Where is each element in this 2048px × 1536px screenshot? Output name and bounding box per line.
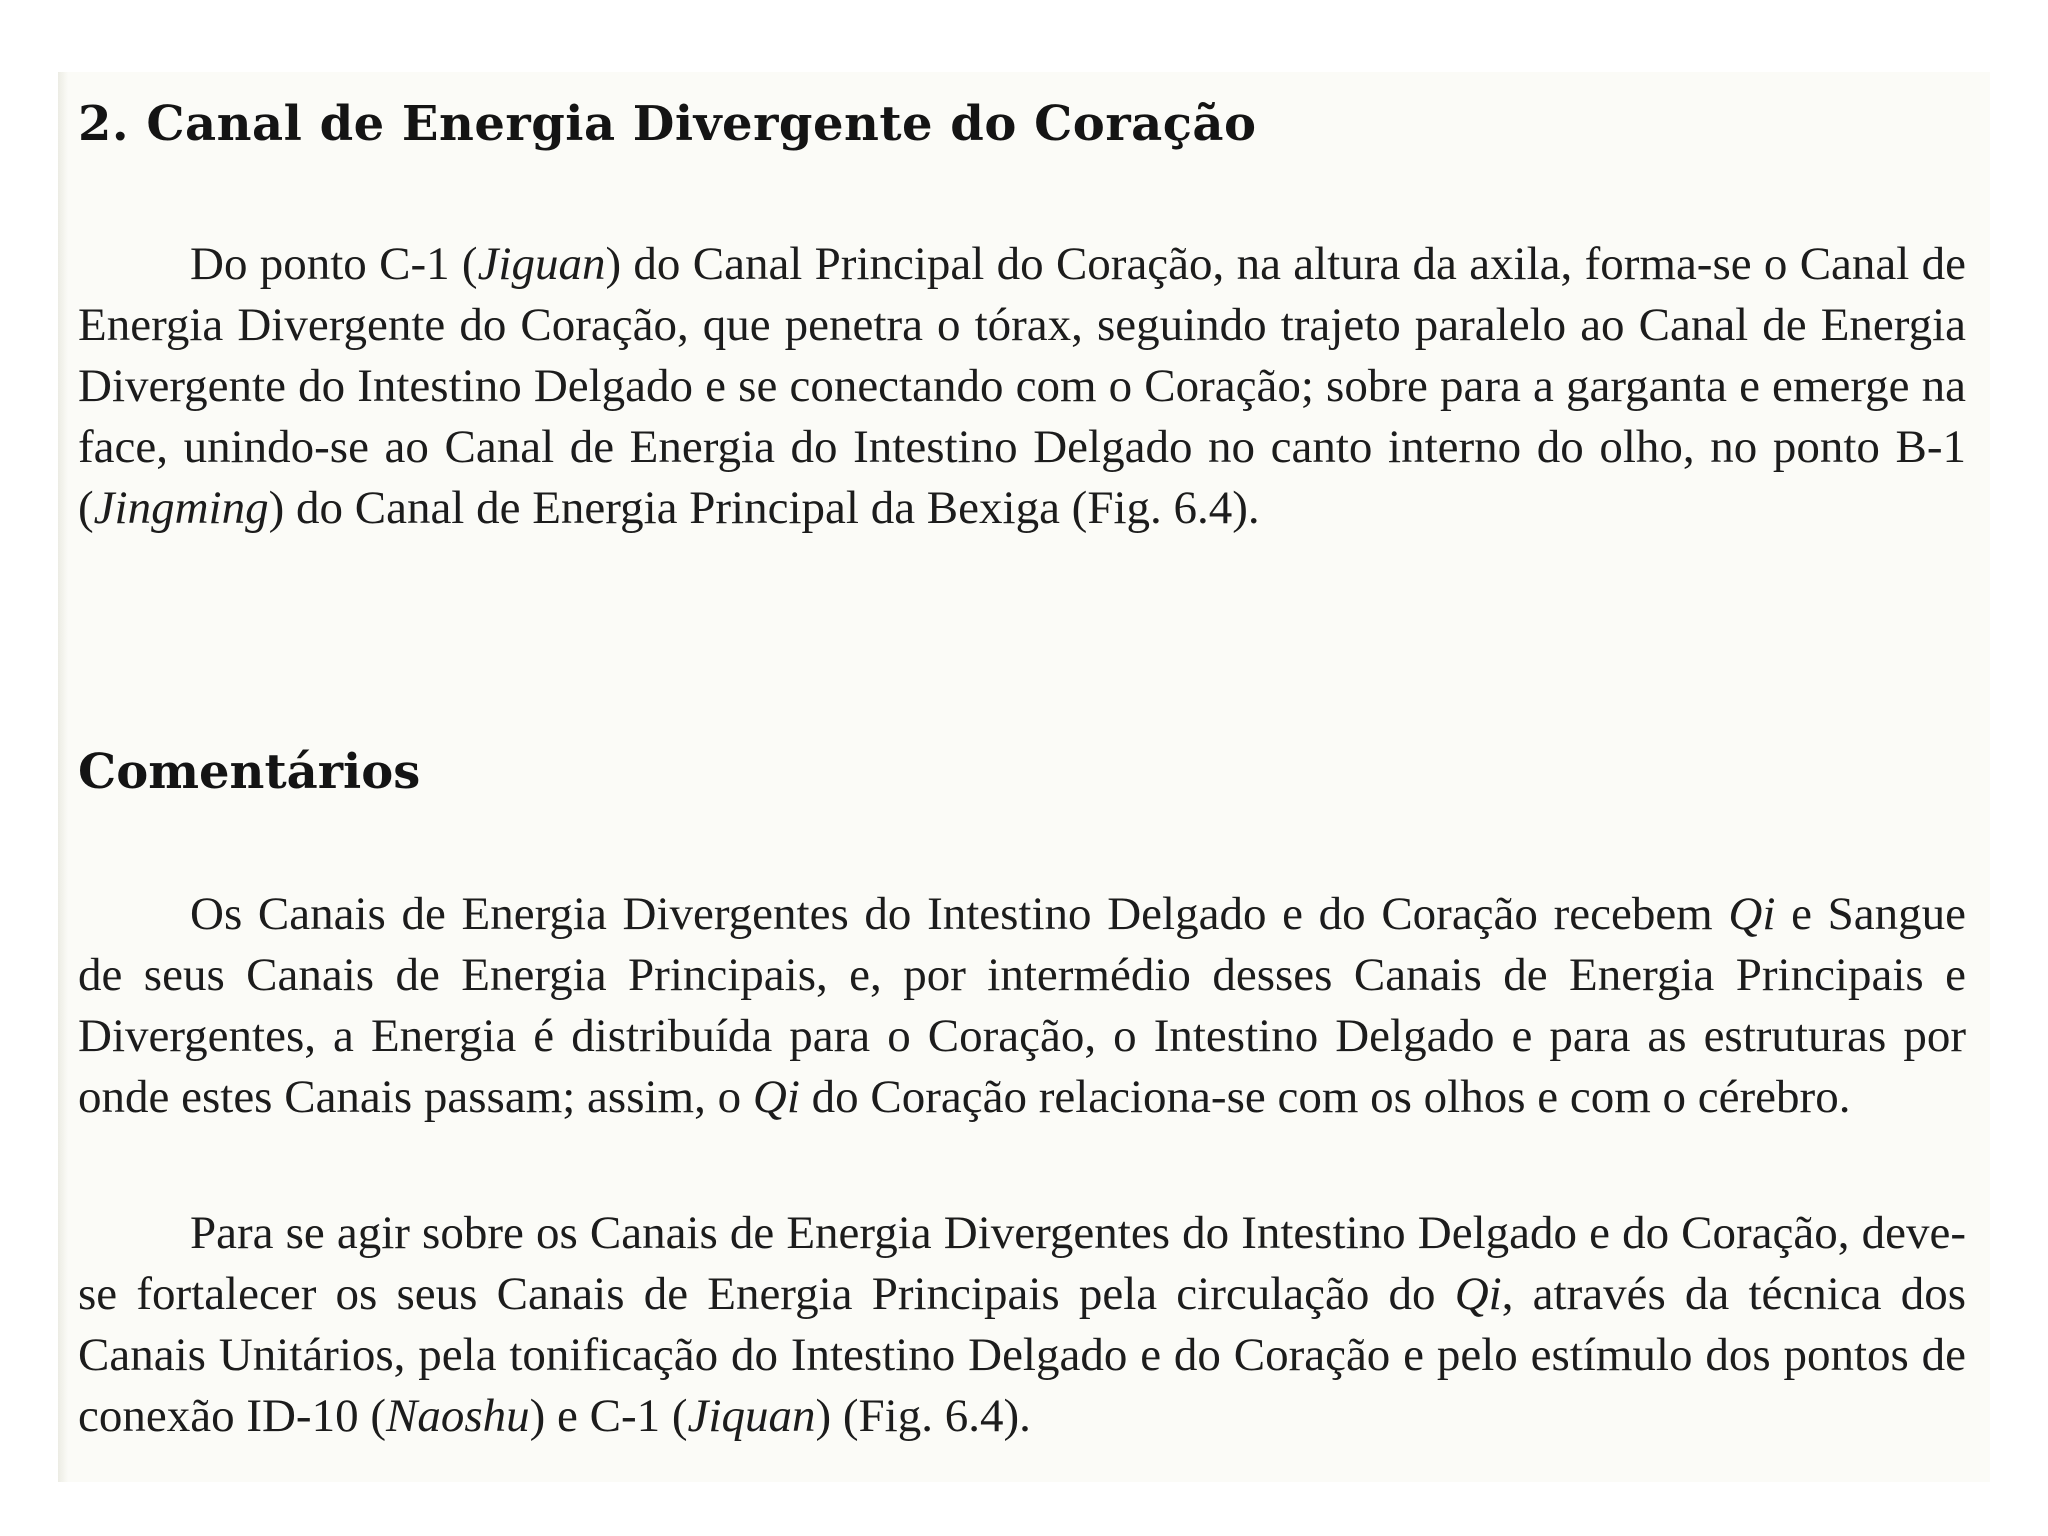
italic-term: Jiguan <box>477 238 606 290</box>
section-heading-comentarios: Comentários <box>78 744 421 800</box>
text-run: , através da técnica dos Canais Unitários, pela tonificação do Intestino Delgado e do Coração e pelo estímulo dos pontos de conexão ID-10 ( <box>78 1268 1966 1442</box>
page-edge-shadow <box>58 72 68 1482</box>
italic-term: Jingming <box>93 482 269 534</box>
italic-term: Qi <box>1728 888 1776 940</box>
text-run: ) e C-1 ( <box>529 1390 688 1442</box>
text-run: Os Canais de Energia Divergentes do Intestino Delgado e do Coração recebem <box>190 888 1729 940</box>
paragraph-text <box>78 884 1966 1128</box>
paragraph-canal-description <box>78 234 1966 539</box>
text-run: do Coração relaciona-se com os olhos e com o cérebro. <box>799 1071 1851 1123</box>
paragraph-text <box>78 234 1966 539</box>
italic-term: Qi <box>752 1071 800 1123</box>
text-run: Do ponto C-1 ( <box>190 238 478 290</box>
text-run: Para se agir sobre os Canais de Energia Divergentes do Intestino Delgado e do Coração, deve-se fortalecer os seus Canais de Energia Principais pela circulação do <box>78 1207 1966 1320</box>
paragraph-text <box>78 1203 1966 1447</box>
paragraph-comentarios-1 <box>78 884 1966 1128</box>
paragraph-comentarios-2 <box>78 1203 1966 1447</box>
text-run: ) do Canal Principal do Coração, na altura da axila, forma-se o Canal de Energia Divergente do Coração, que penetra o tórax, seguindo trajeto paralelo ao Canal de Energia Divergente do Intestino Delgado e se conectando com o Coração; sobre para a garganta e emerge na face, unindo-se ao Canal de Energia do Intestino Delgado no canto interno do olho, no ponto B-1 ( <box>78 238 1966 534</box>
section-heading-canal-divergente-coracao: 2. Canal de Energia Divergente do Coração <box>78 96 1257 152</box>
italic-term: Qi <box>1454 1268 1502 1320</box>
italic-term: Jiquan <box>687 1390 816 1442</box>
italic-term: Naoshu <box>385 1390 530 1442</box>
text-run: e Sangue de seus Canais de Energia Principais, e, por intermédio desses Canais de Energia Principais e Divergentes, a Energia é distribuída para o Coração, o Intestino Delgado e para as estruturas por onde estes Canais passam; assim, o <box>78 888 1966 1123</box>
text-run: ) do Canal de Energia Principal da Bexiga (Fig. 6.4). <box>268 482 1260 534</box>
text-run: ) (Fig. 6.4). <box>815 1390 1031 1442</box>
